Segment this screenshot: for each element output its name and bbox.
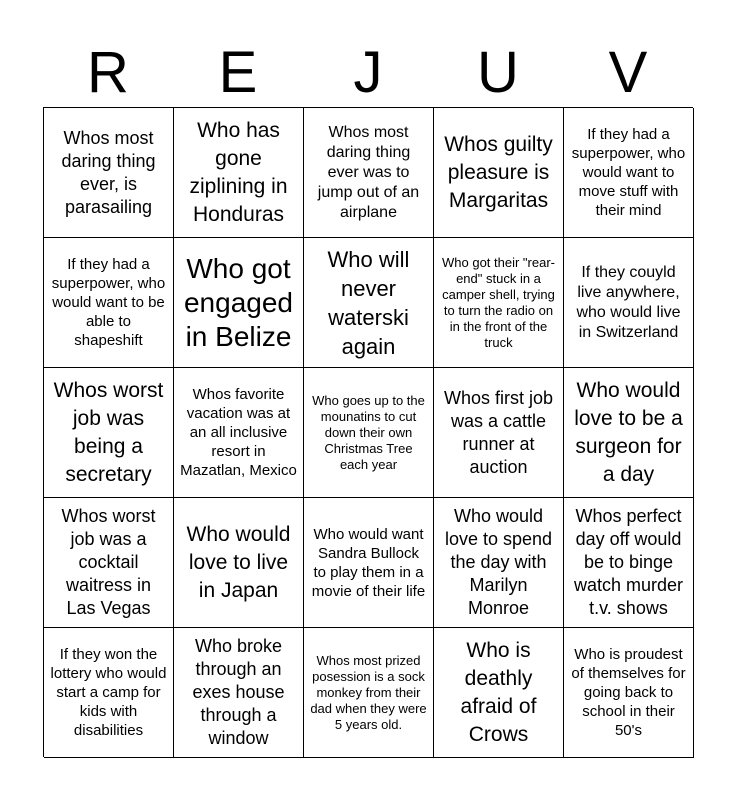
cell-text: Who would want Sandra Bullock to play them in a movie of their life [311, 525, 426, 600]
cell-text: Who is deathly afraid of Crows [460, 638, 537, 746]
bingo-cell[interactable] [174, 108, 304, 238]
cell-text: Whos most prized posession is a sock monkey from their dad when they were 5 years old. [310, 652, 427, 732]
bingo-header [43, 38, 693, 108]
bingo-grid [43, 107, 693, 757]
bingo-cell[interactable] [564, 368, 694, 498]
cell-text: Whos perfect day off would be to binge watch murder t.v. shows [573, 506, 684, 618]
cell-text: If they had a superpower, who would want to move stuff with their mind [571, 126, 686, 219]
bingo-cell[interactable] [564, 238, 694, 368]
bingo-cell[interactable] [434, 498, 564, 628]
bingo-cell[interactable] [304, 238, 434, 368]
cell-text: Whos most daring thing ever, is parasailing [61, 127, 156, 217]
header-letter-e: E [218, 40, 258, 105]
cell-text: Who got their "rear-end" stuck in a camper shell, trying to turn the radio on in the front of the truck [442, 254, 555, 350]
cell-text: Who will never waterski again [327, 246, 410, 359]
bingo-cell[interactable] [304, 368, 434, 498]
cell-text: If they had a superpower, who would want to be able to shapeshift [51, 256, 166, 349]
cell-text: If they couyld live anywhere, who would live in Switzerland [576, 263, 681, 341]
cell-text: Whos worst job was being a secretary [53, 378, 164, 486]
bingo-cell[interactable] [434, 238, 564, 368]
bingo-cell[interactable] [44, 108, 174, 238]
header-letter-u: U [477, 40, 519, 105]
cell-text: Who broke through an exes house through a window [192, 636, 285, 748]
bingo-cell[interactable] [44, 368, 174, 498]
cell-text: Who goes up to the mounatins to cut down their own Christmas Tree each year [312, 392, 425, 472]
cell-text: Who has gone ziplining in Honduras [189, 118, 288, 226]
bingo-cell[interactable] [304, 498, 434, 628]
cell-text: Who is proudest of themselves for going back to school in their 50's [571, 646, 686, 739]
bingo-cell[interactable] [44, 238, 174, 368]
cell-text: Who would love to be a surgeon for a day [574, 378, 683, 486]
bingo-cell[interactable] [304, 628, 434, 758]
cell-text: Whos favorite vacation was at an all inclusive resort in Mazatlan, Mexico [180, 386, 297, 479]
cell-text: Whos guilty pleasure is Margaritas [444, 132, 553, 212]
cell-text: Who would love to spend the day with Marilyn Monroe [444, 506, 553, 618]
cell-text: Whos worst job was a cocktail waitress in Las Vegas [61, 506, 156, 618]
bingo-cell[interactable] [174, 238, 304, 368]
header-letter-j: J [353, 40, 383, 105]
cell-text: Whos most daring thing ever was to jump out of an airplane [317, 123, 420, 221]
cell-text: Who would love to live in Japan [186, 522, 291, 602]
bingo-cell[interactable] [564, 108, 694, 238]
bingo-cell[interactable] [564, 498, 694, 628]
bingo-cell[interactable] [304, 108, 434, 238]
bingo-cell[interactable] [434, 628, 564, 758]
bingo-cell[interactable] [434, 108, 564, 238]
header-letter-v: V [608, 40, 648, 105]
bingo-cell[interactable] [174, 498, 304, 628]
bingo-cell[interactable] [44, 628, 174, 758]
bingo-cell[interactable] [564, 628, 694, 758]
bingo-cell[interactable] [434, 368, 564, 498]
header-letter-r: R [87, 40, 129, 105]
cell-text: Whos first job was a cattle runner at auction [443, 387, 554, 477]
cell-text: Who got engaged in Belize [183, 252, 293, 352]
bingo-cell[interactable] [174, 628, 304, 758]
cell-text: If they won the lottery who would start a camp for kids with disabilities [50, 646, 167, 739]
bingo-cell[interactable] [174, 368, 304, 498]
bingo-cell[interactable] [44, 498, 174, 628]
